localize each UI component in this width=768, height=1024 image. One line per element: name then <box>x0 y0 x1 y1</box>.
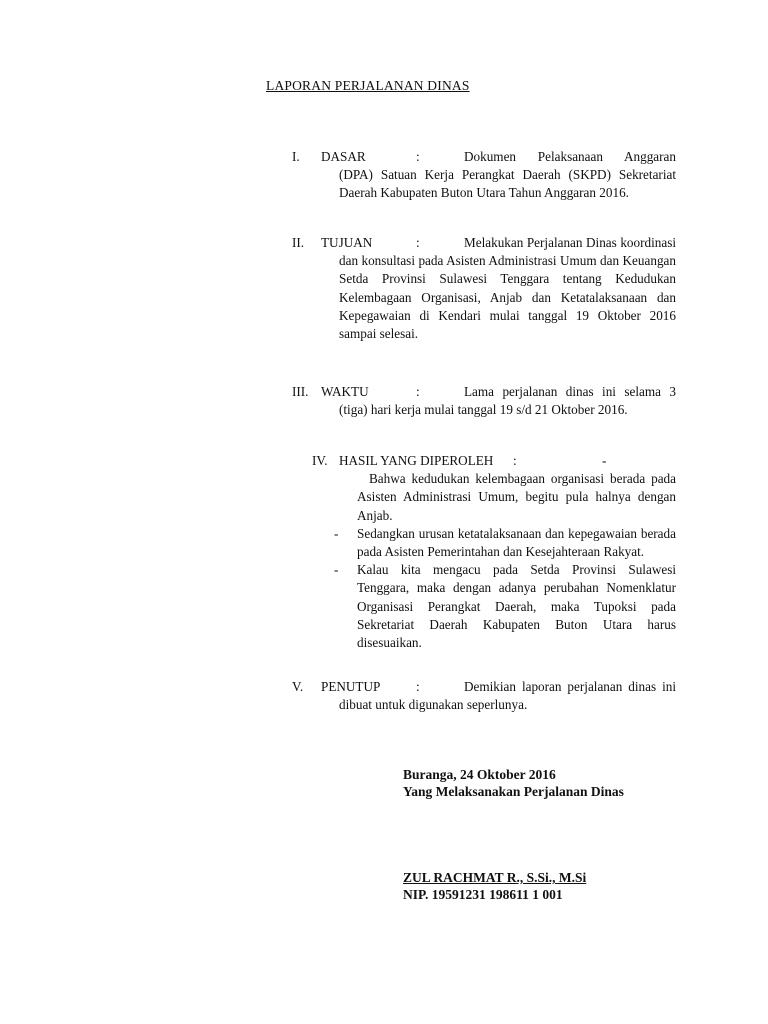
result-item <box>292 561 676 652</box>
section-colon: : <box>416 235 420 250</box>
result-item <box>292 525 676 561</box>
section-label: HASIL YANG DIPEROLEH <box>339 453 494 468</box>
section-number: IV. <box>312 453 328 468</box>
section-header <box>292 452 676 470</box>
section-dasar <box>292 148 676 203</box>
result-list <box>292 470 676 652</box>
section-text: Demikian laporan perjalanan dinas ini dibuat untuk digunakan seperlunya. <box>339 679 676 713</box>
section-text: Dokumen Pelaksanaan Anggaran (DPA) Satuan Kerja Perangkat Daerah (SKPD) Sekretariat Daerah Kabupaten Buton Utara Tahun Anggaran 2016. <box>339 149 676 201</box>
section-colon: : <box>416 679 420 694</box>
document-title: LAPORAN PERJALANAN DINAS <box>266 78 470 93</box>
section-number: III. <box>292 384 309 399</box>
result-item <box>292 470 676 525</box>
section-tujuan <box>292 234 676 343</box>
signature-nip: NIP. 19591231 198611 1 001 <box>403 887 563 902</box>
result-item-text: Sedangkan urusan ketatalaksanaan dan kepegawaian berada pada Asisten Pemerintahan dan Kesejahteraan Rakyat. <box>357 525 676 559</box>
section-number: I. <box>292 149 300 164</box>
section-label: WAKTU <box>321 384 369 399</box>
section-colon: : <box>513 453 517 468</box>
section-label: TUJUAN <box>321 235 373 250</box>
signature-place-date: Buranga, 24 Oktober 2016 <box>403 767 556 782</box>
bullet-dash: - <box>334 562 339 578</box>
section-text: Melakukan Perjalanan Dinas koordinasi dan konsultasi pada Asisten Administrasi Umum dan Keuangan Setda Provinsi Sulawesi Tenggara tentang Kedudukan Kelembagaan Organisasi, Anjab dan Ketatalaksanaan dan Kepegawaian di Kendari mulai tanggal 19 Oktober 2016 sampai selesai. <box>339 235 676 342</box>
section-label: DASAR <box>321 149 366 164</box>
result-item-text: Bahwa kedudukan kelembagaan organisasi berada pada Asisten Administrasi Umum, begitu pula halnya dengan Anjab. <box>357 471 676 523</box>
section-colon: : <box>416 384 420 399</box>
section-number: V. <box>292 679 304 694</box>
result-item-text: Kalau kita mengacu pada Setda Provinsi Sulawesi Tenggara, maka dengan adanya perubahan Nomenklatur Organisasi Perangkat Daerah, maka Tupoksi pada Sekretariat Daerah Kabupaten Buton Utara harus disesuaikan. <box>357 562 676 651</box>
section-penutup <box>292 678 676 714</box>
section-dash: - <box>602 453 607 468</box>
signature-name: ZUL RACHMAT R., S.Si., M.Si <box>403 870 587 885</box>
section-text: Lama perjalanan dinas ini selama 3 (tiga) hari kerja mulai tanggal 19 s/d 21 Oktober 2016. <box>339 384 676 418</box>
section-colon: : <box>416 149 420 164</box>
section-waktu <box>292 383 676 419</box>
signature-role: Yang Melaksanakan Perjalanan Dinas <box>403 784 624 799</box>
section-label: PENUTUP <box>321 679 381 694</box>
bullet-dash: - <box>334 525 339 541</box>
section-number: II. <box>292 235 305 250</box>
section-hasil <box>292 452 676 652</box>
